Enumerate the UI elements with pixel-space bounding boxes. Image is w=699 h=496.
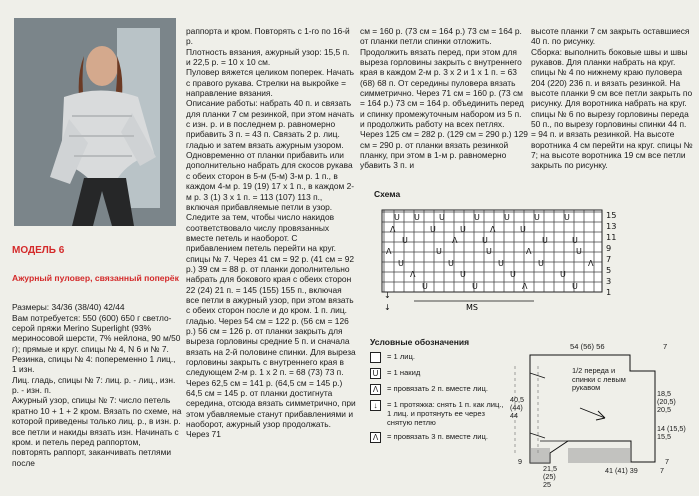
instructions-text-3: см = 160 р. (73 см = 164 р.) 73 см = 164 р. от планки петли спинки отложить. Продолжить вязать перед, при этом для выреза горловины закрыть с внутреннего края в каждом 2-м р. 3 х 2 и 1 х 1 п. = 63 (68) 68 п. От середины пуловера вязать симметрично. Через 71 см = 160 р. (73 см = 164 р.) 73 см = 164 р. объединить перед и спинку промежуточным набором из 5 п. и продолжить работу на всех петлях. Через 125 см = 282 р. (129 см = 290 р.) 129 см = 290 р. от планки вязать резинкой планку, при этом в 1-м р. равномерно убавить 3 п. и [360,26,528,171]
svg-text:U: U [439,213,445,222]
knit-symbol-icon [370,352,381,363]
pattern-diagram [510,338,693,489]
svg-text:U: U [460,225,466,234]
svg-text:U: U [542,236,548,245]
model-title: МОДЕЛЬ 6 [12,245,65,257]
svg-text:Λ: Λ [390,225,396,234]
chart-row-label: 13 [606,221,617,231]
legend-title: Условные обозначения [370,337,470,347]
svg-text:↓: ↓ [384,291,391,300]
pattern-label: 1/2 переда и спинки с левым рукавом [572,366,626,392]
pattern-bottom-middle: 41 (41) 39 [605,466,638,475]
pattern-bottom-right: 7 [660,466,664,475]
svg-text:U: U [504,213,510,222]
pattern-right-small: 7 [665,457,669,466]
svg-text:U: U [560,270,566,279]
svg-text:U: U [486,247,492,256]
svg-text:U: U [564,213,570,222]
knitting-chart [374,189,624,317]
svg-text:↓: ↓ [384,303,391,312]
svg-text:Λ: Λ [410,270,416,279]
sweater-photo-icon [14,18,176,226]
svg-text:Λ: Λ [526,247,532,256]
k3tog-icon: Λ [370,432,381,443]
legend-item: Λ = провязать 3 п. вместе лиц. [370,432,505,443]
chart-row-label: 15 [606,210,617,220]
svg-text:Λ: Λ [490,225,496,234]
svg-text:Λ: Λ [386,247,392,256]
yarn-over-icon: U [370,368,381,379]
svg-text:U: U [534,213,540,222]
svg-text:U: U [576,247,582,256]
legend-item: Λ = провязать 2 п. вместе лиц. [370,384,505,395]
svg-text:U: U [472,282,478,291]
chart-row-label: 1 [606,287,612,297]
pattern-right-measure: 14 (15,5) 15,5 [657,424,686,441]
instructions-text-4: высоте планки 7 см закрыть оставшиеся 40 п. по рисунку. Сборка: выполнить боковые швы и швы рукавов. Для планки набрать на круг. спицы № 4 по нижнему краю пуловера 204 (220) 236 п. и вязать резинкой. На высоте планки 9 см все петли закрыть по рисунку. Для воротника набрать на круг. спицы № 6 по вырезу горловины переда 50 п., по вырезу горловины спинки 44 п. = 94 п. и вязать резинкой. На высоте воротника 4 см перейти на круг. спицы № 7; на высоте воротника 19 см все петли закрыть по рисунку. [531,26,693,171]
chart-grid [374,202,624,317]
chart-row-label: 9 [606,243,612,253]
pattern-bottom-left: 21,5 (25) 25 [543,464,557,489]
svg-text:U: U [482,236,488,245]
svg-text:U: U [430,225,436,234]
model-photo [14,18,176,226]
chart-row-labels [606,210,616,297]
chart-ms-label: MS [466,303,478,312]
legend-item: U = 1 накид [370,368,505,379]
text-column-1 [12,236,182,478]
pattern-top-measure: 54 (56) 56 [570,342,605,351]
ssk-icon: ↓ [370,400,381,411]
svg-text:U: U [510,270,516,279]
svg-text:U: U [498,259,504,268]
chart-row-label: 7 [606,254,612,264]
instructions-text-2: раппорта и кром. Повторять с 1-го по 16-й р. Плотность вязания, ажурный узор: 15,5 п. и 22,5 р. = 10 х 10 см. Пуловер вяжется целиком поперек. Начать с правого рукава. Стрелки на выкройке = направление вязания. Описание работы: набрать 40 п. и связать для планки 7 см резинкой, при этом начать с изн. р. и в последнем р. равномерно прибавить 3 п. = 43 п. Связать 2 р. лиц. гладью и затем вязать ажурным узором. Одновременно от планки прибавить или дополнительно набрать для скосов рукава с обеих сторон в 5-м (5-м) 3-м р. 1 п., в каждом 4-м р. 19 (19) 17 х 1 п., в каждом 2-м р. 3 (1) 3 х 1 п. = 113 (107) 113 п., включая прибавляемые петли в узор. Следите за тем, чтобы число накидов соответствовало числу провязанных вместе петель и наоборот. С прибавлением петель перейти на круг. спицы № 7. Через 41 см = 92 р. (41 см = 92 р.) 39 см = 88 р. от планки дополнительно набрать для бокового края с обеих сторон 22 (24) 21 п. = 145 (155) 155 п., включая все петли в ажурный узор, при этом вязать с обеих сторон после и до кром. 1 п. лиц. гладью. Через 54 см = 122 р. (56 см = 126 р.) 56 см = 126 р. от планки закрыть для выреза горловины средние 5 п. и сначала вязать на 2-й половине спинки. Для выреза горловины закрыть с внутреннего края в следующем 2-м р. 1 х 2 п. = 68 (73) 73 п. Через 62,5 см = 141 р. (64,5 см = 145 р.) 64,5 см = 145 р. от планки достигнута середина, отсюда вязать симметрично, при этом убавляемые станут прибавлениями и наоборот, ажурный узор продолжать. Через 71 [186,26,356,440]
svg-text:U: U [572,282,578,291]
chart-title: Схема [374,189,401,199]
svg-text:U: U [520,225,526,234]
legend [370,338,505,448]
chart-row-label: 5 [606,265,612,275]
legend-item: ↓ = 1 протяжка: снять 1 п. как лиц., 1 лиц. и протянуть ее через снятую петлю [370,400,505,427]
chart-row-label: 3 [606,276,612,286]
svg-text:U: U [422,282,428,291]
svg-text:U: U [394,213,400,222]
pattern-left-measure: 40,5 (44) 44 [510,395,524,420]
svg-text:U: U [538,259,544,268]
pattern-right-measure: 18,5 (20,5) 20,5 [657,389,676,414]
pattern-left-small: 9 [518,457,522,466]
instructions-text-1: Размеры: 34/36 (38/40) 42/44 Вам потребуется: 550 (600) 650 г светло-серой пряжи Merino Superlight (93% мериносовой шерсти, 7% нейлона, 90 м/50 г); прямые и круг. спицы № 4, N 6 и № 7. Резинка, спицы № 4: попеременно 1 лиц., 1 изн. Лиц. гладь, спицы № 7: лиц. р. - лиц., изн. р. - изн. п. Ажурный узор, спицы № 7: число петель кратно 10 + 1 + 2 кром. Вязать по схеме, на которой приведены только лиц. р., в изн. р. все петли и накиды вязать изн. Начинать с кром. и петель перед раппортом, повторять раппорт, заканчивать петлями после [12,302,182,468]
k2tog-icon: Λ [370,384,381,395]
svg-text:Λ: Λ [588,259,594,268]
pattern-top-right: 7 [663,342,668,351]
svg-text:U: U [474,213,480,222]
svg-text:U: U [402,236,408,245]
legend-item: = 1 лиц. [370,352,505,363]
svg-text:Λ: Λ [452,236,458,245]
svg-text:Λ: Λ [522,282,528,291]
chart-row-label: 11 [606,232,617,242]
svg-text:U: U [448,259,454,268]
svg-text:U: U [572,236,578,245]
model-subtitle: Ажурный пуловер, связанный поперёк [12,273,179,284]
svg-text:U: U [414,213,420,222]
svg-text:U: U [460,270,466,279]
svg-text:U: U [398,259,404,268]
svg-text:U: U [436,247,442,256]
